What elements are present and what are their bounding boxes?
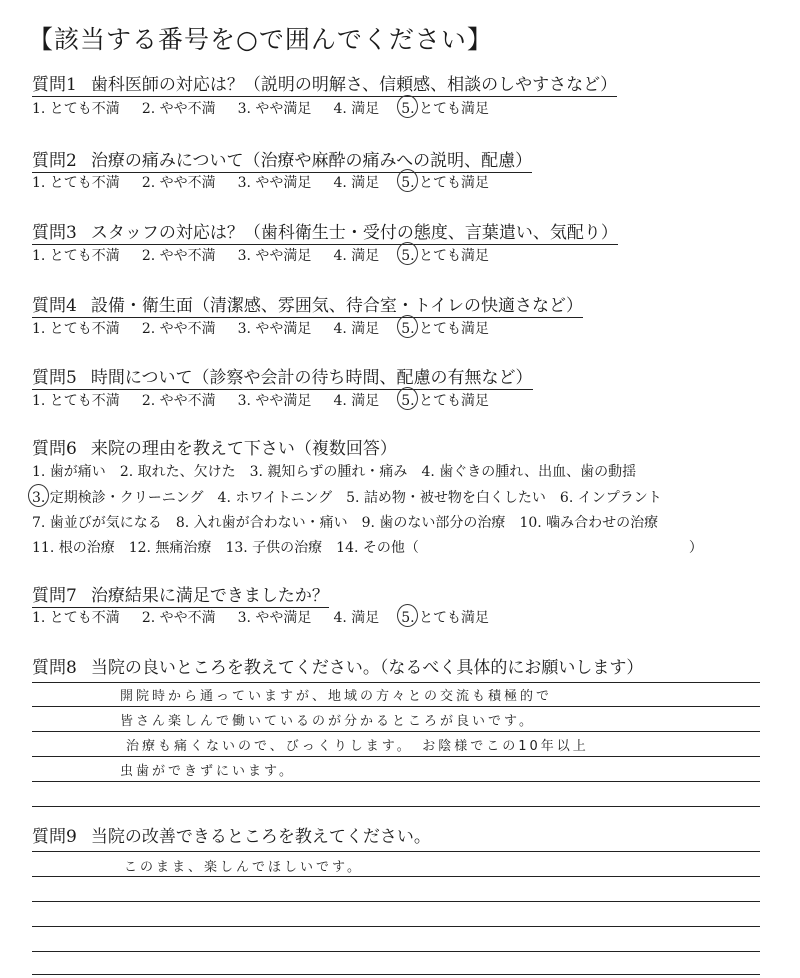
option-5-selected[interactable]: 5. とても満足 [401, 172, 489, 192]
question-6-row-1 [32, 461, 650, 481]
other-reason-open[interactable]: 14. その他（ [336, 540, 419, 556]
reason-option[interactable]: 9. 歯のない部分の治療 [361, 515, 506, 531]
answer-line [32, 781, 760, 782]
option-3[interactable]: 3. やや満足 [237, 101, 312, 117]
question-number: 質問6 [32, 439, 77, 459]
reason-option[interactable]: 1. 歯が痛い [32, 464, 106, 480]
option-2[interactable]: 2. やや不満 [141, 393, 216, 409]
answer-line [32, 851, 760, 852]
option-1[interactable]: 1. とても不満 [32, 610, 120, 626]
handwritten-answer-line: 虫歯ができずにいます。 [120, 764, 295, 779]
question-6-row-3 [32, 512, 672, 532]
reason-option-selected[interactable]: 3. 定期検診・クリーニング [32, 487, 204, 507]
answer-line [32, 951, 760, 952]
question-7-title [32, 581, 329, 608]
reason-option[interactable]: 11. 根の治療 [32, 540, 115, 556]
question-4-title [32, 291, 583, 318]
instruction-header: 【該当する番号を○で囲んでください】 [28, 25, 493, 54]
answer-line [32, 706, 760, 707]
question-1-title [32, 70, 617, 97]
question-5-options [32, 390, 511, 410]
reason-option[interactable]: 4. 歯ぐきの腫れ、出血、歯の動揺 [421, 464, 637, 480]
option-5-selected[interactable]: 5. とても満足 [401, 318, 489, 338]
option-5-selected[interactable]: 5. とても満足 [401, 607, 489, 627]
option-1[interactable]: 1. とても不満 [32, 175, 120, 191]
option-2[interactable]: 2. やや不満 [141, 248, 216, 264]
question-number: 質問5 [32, 368, 77, 388]
option-1[interactable]: 1. とても不満 [32, 248, 120, 264]
question-number: 質問3 [32, 223, 77, 243]
reason-option[interactable]: 13. 子供の治療 [225, 540, 323, 556]
question-8-title [32, 653, 643, 679]
question-text: 歯科医師の対応は？（説明の明解さ、信頼感、相談のしやすさなど） [90, 75, 618, 95]
question-text: 来院の理由を教えて下さい（複数回答） [90, 439, 397, 459]
question-text: 治療結果に満足できましたか？ [90, 586, 329, 606]
handwritten-answer-line: 開院時から通っていますが、地域の方々との交流も積極的で [120, 689, 553, 704]
reason-option[interactable]: 2. 取れた、欠けた [119, 464, 236, 480]
question-number: 質問2 [32, 151, 77, 171]
option-3[interactable]: 3. やや満足 [237, 610, 312, 626]
question-6-row-2 [32, 487, 676, 507]
option-3[interactable]: 3. やや満足 [237, 248, 312, 264]
handwritten-answer-line: 皆さん楽しんで働いているのが分かるところが良いです。 [120, 714, 535, 729]
question-text: 治療の痛みについて（治療や麻酔の痛みへの説明、配慮） [90, 151, 533, 171]
question-number: 質問1 [32, 75, 77, 95]
question-text: 設備・衛生面（清潔感、雰囲気、待合室・トイレの快適さなど） [90, 296, 583, 316]
option-2[interactable]: 2. やや不満 [141, 610, 216, 626]
option-4[interactable]: 4. 満足 [333, 175, 380, 191]
question-text: スタッフの対応は？（歯科衛生士・受付の態度、言葉遣い、気配り） [90, 223, 618, 243]
option-5-selected[interactable]: 5. とても満足 [401, 390, 489, 410]
answer-line [32, 876, 760, 877]
question-7-options [32, 607, 511, 627]
question-4-options [32, 318, 511, 338]
question-text: 当院の改善できるところを教えてください。 [90, 827, 431, 847]
handwritten-answer-line: 治療も痛くないので、びっくりします。 お陰様でこの10年以上 [126, 739, 589, 754]
question-number: 質問7 [32, 586, 77, 606]
question-3-options [32, 245, 511, 265]
option-3[interactable]: 3. やや満足 [237, 393, 312, 409]
other-reason-close: ） [688, 540, 703, 556]
option-2[interactable]: 2. やや不満 [141, 175, 216, 191]
reason-option[interactable]: 3. 親知らずの腫れ・痛み [249, 464, 408, 480]
option-3[interactable]: 3. やや満足 [237, 321, 312, 337]
option-4[interactable]: 4. 満足 [333, 610, 380, 626]
handwritten-answer-line: このまま、楽しんでほしいです。 [124, 860, 363, 875]
reason-option[interactable]: 8. 入れ歯が合わない・痛い [175, 515, 348, 531]
reason-option[interactable]: 7. 歯並びが気になる [32, 515, 162, 531]
option-2[interactable]: 2. やや不満 [141, 321, 216, 337]
question-text: 当院の良いところを教えてください。（なるべく具体的にお願いします） [90, 658, 644, 678]
option-1[interactable]: 1. とても不満 [32, 321, 120, 337]
option-4[interactable]: 4. 満足 [333, 101, 380, 117]
option-1[interactable]: 1. とても不満 [32, 393, 120, 409]
question-6-title [32, 434, 397, 460]
question-3-title [32, 218, 618, 245]
question-2-title [32, 146, 532, 173]
option-4[interactable]: 4. 満足 [333, 321, 380, 337]
answer-line [32, 926, 760, 927]
option-4[interactable]: 4. 満足 [333, 393, 380, 409]
option-5-selected[interactable]: 5. とても満足 [401, 98, 489, 118]
reason-option[interactable]: 12. 無痛治療 [128, 540, 212, 556]
reason-option[interactable]: 5. 詰め物・被せ物を白くしたい [346, 490, 546, 506]
answer-line [32, 756, 760, 757]
question-6-row-4 [32, 537, 703, 557]
option-2[interactable]: 2. やや不満 [141, 101, 216, 117]
question-text: 時間について（診察や会計の待ち時間、配慮の有無など） [90, 368, 533, 388]
question-2-options [32, 172, 511, 192]
answer-line [32, 731, 760, 732]
option-1[interactable]: 1. とても不満 [32, 101, 120, 117]
question-1-options [32, 98, 511, 118]
option-5-selected[interactable]: 5. とても満足 [401, 245, 489, 265]
question-number: 質問9 [32, 827, 77, 847]
question-number: 質問4 [32, 296, 77, 316]
question-number: 質問8 [32, 658, 77, 678]
question-5-title [32, 363, 533, 390]
answer-line [32, 901, 760, 902]
question-9-title [32, 822, 431, 848]
answer-line [32, 682, 760, 683]
option-4[interactable]: 4. 満足 [333, 248, 380, 264]
reason-option[interactable]: 4. ホワイトニング [217, 490, 333, 506]
answer-line [32, 974, 760, 975]
reason-option[interactable]: 10. 噛み合わせの治療 [519, 515, 659, 531]
answer-line [32, 806, 760, 807]
reason-option[interactable]: 6. インプラント [559, 490, 662, 506]
option-3[interactable]: 3. やや満足 [237, 175, 312, 191]
